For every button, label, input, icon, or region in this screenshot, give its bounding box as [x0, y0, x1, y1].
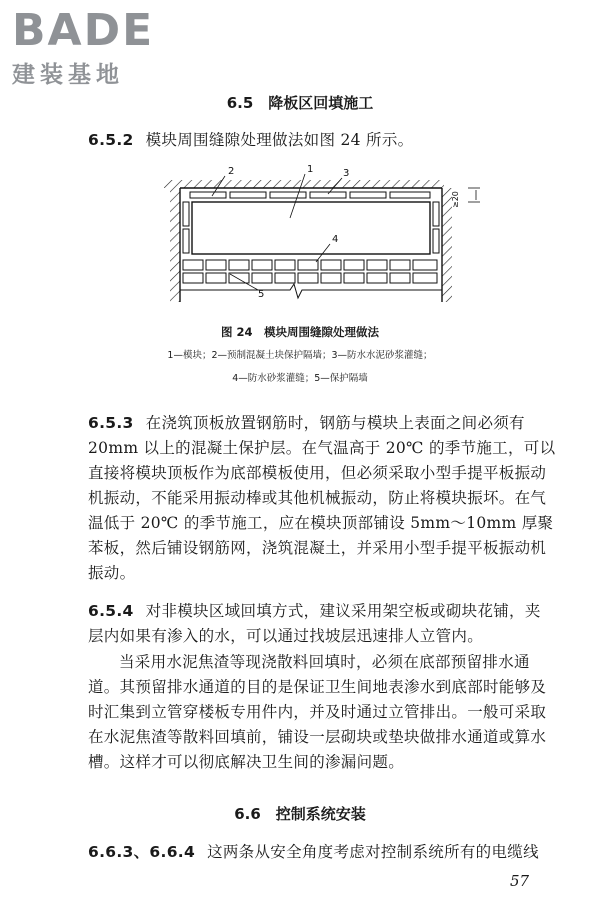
clause-number: 6.5.2 — [88, 131, 134, 149]
clause-text: 这两条从安全角度考虑对控制系统所有的电缆线 — [207, 843, 539, 861]
figure-24-diagram — [150, 162, 490, 312]
logo-subtitle: 建装基地 — [12, 62, 124, 88]
bottom-block-rows — [183, 260, 437, 283]
paragraph-6-5-2 — [88, 128, 556, 153]
side-blocks — [183, 202, 439, 253]
paragraph-6-5-4 — [88, 599, 556, 649]
figure-legend-line-1: 1—模块；2—预制混凝土块保护隔墙；3—防水水泥砂浆灌缝； — [167, 350, 433, 361]
section-title-6-5: 6.5 降板区回填施工 — [226, 94, 374, 112]
paragraph-6-6-3 — [88, 840, 556, 865]
callout-4: 4 — [332, 234, 339, 245]
callout-5: 5 — [258, 289, 265, 300]
clause-number: 6.5.3 — [88, 414, 134, 432]
figure-legend-line-2: 4—防水砂浆灌缝；5—保护隔墙 — [232, 373, 368, 384]
clause-text: 对非模块区域回填方式，建议采用架空板或砌块花铺，夹层内如果有渗入的水，可以通过找坡层迅速排人立管内。 — [88, 602, 541, 645]
dimension-marker — [468, 188, 480, 202]
section-title-6-6: 6.6 控制系统安装 — [234, 805, 366, 823]
paragraph-6-5-3 — [88, 411, 556, 586]
callout-3: 3 — [343, 168, 350, 179]
logo-text: BADE — [12, 5, 155, 56]
dimension-label: ≥20 — [451, 191, 460, 208]
figure-caption: 图 24 模块周围缝隙处理做法 — [220, 325, 379, 339]
top-slab-hatch — [164, 180, 444, 188]
clause-text: 在浇筑顶板放置钢筋时，钢筋与模块上表面之间必须有 20mm 以上的混凝土保护层。在气温高于 20℃ 的季节施工，可以直接将模块顶板作为底部模板使用，但必须采取小型手提平板振动机振动，不能采用振动棒或其他机械振动，防止将模块振坏。在气温低于 20℃ 的季节施工，应在模块顶部铺设 5mm～10mm 厚聚苯板，然后铺设钢筋网，浇筑混凝土，并采用小型手提平板振动机振动。 — [88, 414, 556, 582]
clause-number: 6.5.4 — [88, 602, 134, 620]
break-line — [180, 284, 442, 298]
clause-text: 模块周围缝隙处理做法如图 24 所示。 — [145, 131, 414, 149]
left-wall-hatch — [170, 188, 180, 302]
clause-number: 6.6.3、6.6.4 — [88, 843, 196, 861]
module-block — [192, 202, 430, 254]
top-block-row — [190, 192, 430, 198]
callout-1: 1 — [307, 164, 314, 175]
paragraph-6-5-4-continued: 当采用水泥焦渣等现浇散料回填时，必须在底部预留排水通道。其预留排水通道的目的是保证卫生间地表渗水到底部时能够及时汇集到立管穿楼板专用件内，并及时通过立管排出。一般可采取在水泥焦渣等散料回填前，铺设一层砌块或垫块做排水通道或算水槽。这样才可以彻底解决卫生间的渗漏问题。 — [88, 653, 547, 771]
page-number: 57 — [510, 872, 530, 890]
brand-logo — [12, 5, 182, 89]
callout-2: 2 — [228, 166, 235, 177]
